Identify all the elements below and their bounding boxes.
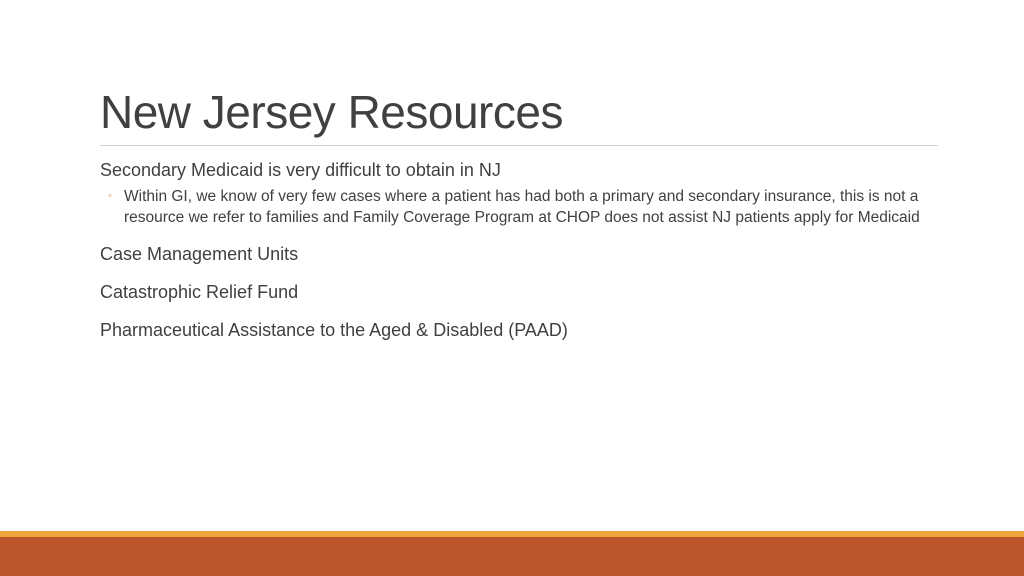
bullet-catastrophic-relief: Catastrophic Relief Fund <box>100 282 299 302</box>
sub-bullet-text: Within GI, we know of very few cases where a patient has had both a primary and secondary insurance, this is not a resource we refer to families and Family Coverage Program at CHOP does not assist NJ patients apply for Medicaid <box>124 188 920 226</box>
title-divider <box>100 145 938 146</box>
bullet-secondary-medicaid: Secondary Medicaid is very difficult to obtain in NJ <box>100 160 501 180</box>
sub-bullet-gi-note <box>100 186 940 228</box>
circle-bullet-icon: ◦ <box>108 190 112 202</box>
sub-bullet-list <box>100 186 940 228</box>
slide-title: New Jersey Resources <box>100 86 563 138</box>
footer-bar <box>0 537 1024 576</box>
bullet-paad: Pharmaceutical Assistance to the Aged & Disabled (PAAD) <box>100 320 568 340</box>
bullet-case-management: Case Management Units <box>100 244 299 264</box>
slide-content <box>100 158 940 342</box>
